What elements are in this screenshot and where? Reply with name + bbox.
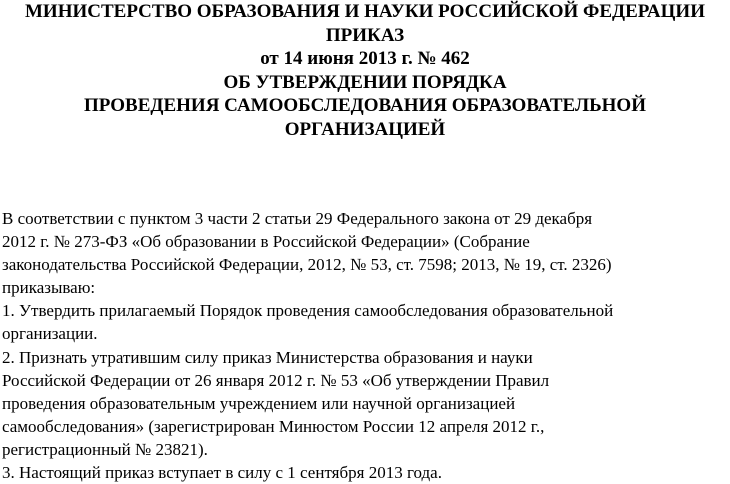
body-line: 2012 г. № 273-ФЗ «Об образовании в Российской Федерации» (Собрание [2,232,530,252]
body-line: 1. Утвердить прилагаемый Порядок проведения самообследования образовательной [2,301,614,321]
body-line: 3. Настоящий приказ вступает в силу с 1 сентября 2013 года. [2,463,442,483]
document-heading [0,0,730,141]
body-line: проведения образовательным учреждением или научной организацией [2,393,516,413]
ministry-name: МИНИСТЕРСТВО ОБРАЗОВАНИЯ И НАУКИ РОССИЙСКОЙ ФЕДЕРАЦИИ [25,1,705,22]
document-body [2,207,728,484]
body-line: законодательства Российской Федерации, 2012, № 53, ст. 7598; 2013, № 19, ст. 2326) [2,255,612,275]
document-type: ПРИКАЗ [325,24,405,46]
body-line: регистрационный № 23821). [2,439,208,459]
body-line: самообследования» (зарегистрирован Минюстом России 12 апреля 2012 г., [2,416,545,436]
body-line: приказываю: [2,278,96,298]
document-title-line-3: ОРГАНИЗАЦИЕЙ [284,118,446,140]
body-line: организации. [2,324,98,344]
document-title-line-1: ОБ УТВЕРЖДЕНИИ ПОРЯДКА [223,71,507,93]
body-line: В соответствии с пунктом 3 части 2 статьи 29 Федерального закона от 29 декабря [2,209,593,228]
body-line: Российской Федерации от 26 января 2012 г. № 53 «Об утверждении Правил [2,370,550,390]
document-date-number: от 14 июня 2013 г. № 462 [260,48,470,69]
body-line: 2. Признать утратившим силу приказ Министерства образования и науки [2,347,533,367]
document-title-line-2: ПРОВЕДЕНИЯ САМООБСЛЕДОВАНИЯ ОБРАЗОВАТЕЛЬНОЙ [84,95,646,116]
